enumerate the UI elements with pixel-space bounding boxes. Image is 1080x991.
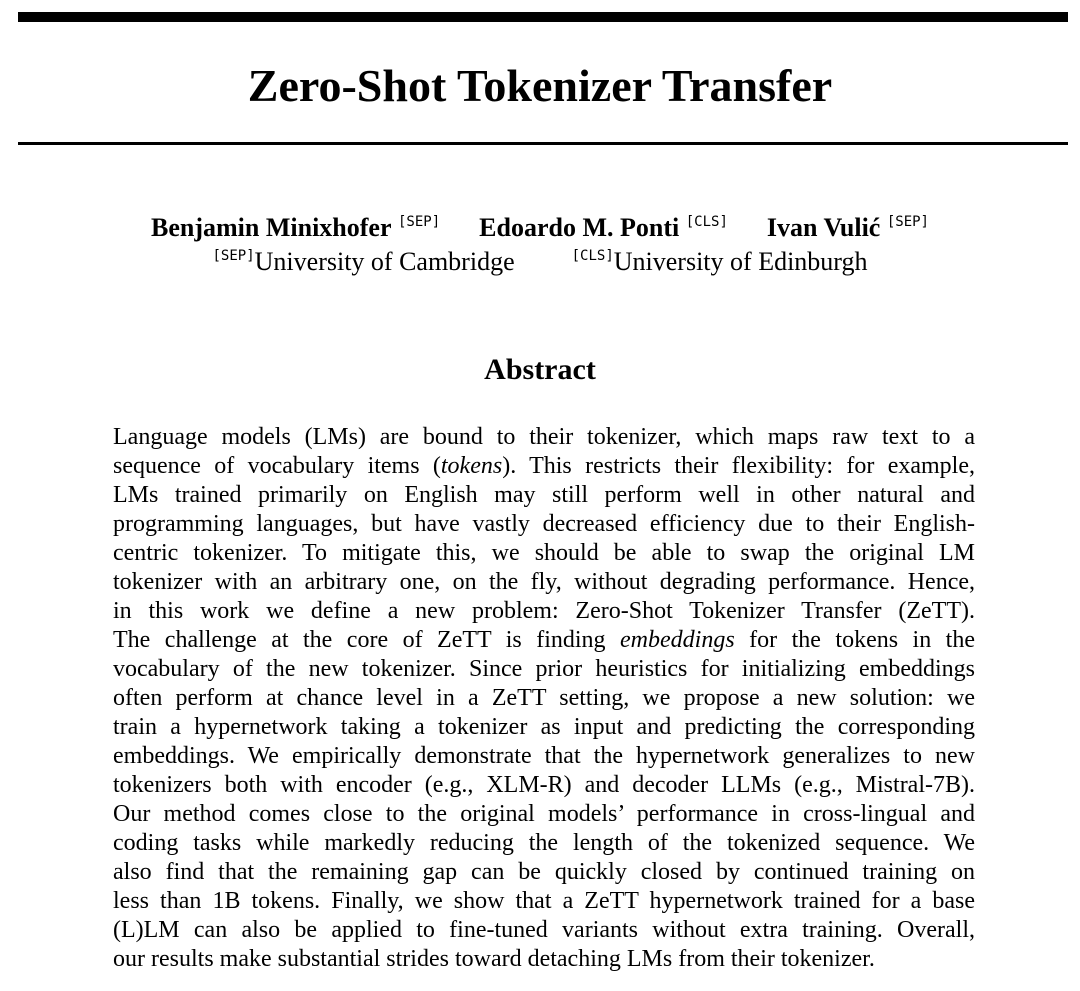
abstract-text: Language models (LMs) are bound to their tokenizer, which maps raw text to a bbox=[113, 424, 975, 450]
affiliation-tag: [CLS] bbox=[571, 248, 614, 264]
abstract-emphasis: embeddings bbox=[620, 627, 735, 653]
abstract-line bbox=[113, 945, 975, 974]
abstract-text: our results make substantial strides toward detaching LMs from their tokenizer. bbox=[113, 946, 875, 972]
abstract-text: often perform at chance level in a ZeTT setting, we propose a new solution: we bbox=[113, 685, 975, 711]
abstract-text: centric tokenizer. To mitigate this, we should be able to swap the original LM bbox=[113, 540, 975, 566]
abstract-text: train a hypernetwork taking a tokenizer as input and predicting the corresponding bbox=[113, 714, 975, 740]
affiliation-list bbox=[0, 246, 1080, 278]
abstract-line bbox=[113, 452, 975, 481]
abstract-text: ). This restricts their flexibility: for example, bbox=[502, 453, 975, 479]
abstract-line bbox=[113, 887, 975, 916]
abstract-heading: Abstract bbox=[484, 353, 596, 386]
abstract-body bbox=[113, 423, 975, 974]
abstract-text: less than 1B tokens. Finally, we show that a ZeTT hypernetwork trained for a base bbox=[113, 888, 975, 914]
title-bottom-rule bbox=[18, 142, 1068, 145]
abstract-line bbox=[113, 858, 975, 887]
abstract-text: vocabulary of the new tokenizer. Since prior heuristics for initializing embeddings bbox=[113, 656, 975, 682]
author-list bbox=[0, 212, 1080, 244]
abstract-line bbox=[113, 800, 975, 829]
abstract-emphasis: tokens bbox=[440, 453, 503, 479]
author-name: Edoardo M. Ponti bbox=[479, 213, 680, 242]
paper-title: Zero-Shot Tokenizer Transfer bbox=[247, 60, 833, 111]
abstract-text: (L)LM can also be applied to fine-tuned variants without extra training. Overall, bbox=[113, 917, 975, 943]
author-affiliation-tag: [SEP] bbox=[886, 214, 929, 230]
abstract-text: programming languages, but have vastly decreased efficiency due to their English- bbox=[113, 511, 975, 537]
abstract-text: coding tasks while markedly reducing the length of the tokenized sequence. We bbox=[113, 830, 975, 856]
abstract-line bbox=[113, 771, 975, 800]
abstract-text: for the tokens in the bbox=[734, 627, 976, 653]
author-affiliation-tag: [CLS] bbox=[685, 214, 728, 230]
abstract-text: also find that the remaining gap can be quickly closed by continued training on bbox=[113, 859, 975, 885]
abstract-line bbox=[113, 510, 975, 539]
abstract-line bbox=[113, 626, 975, 655]
abstract-line bbox=[113, 742, 975, 771]
abstract-line bbox=[113, 481, 975, 510]
abstract-line bbox=[113, 539, 975, 568]
abstract-line bbox=[113, 916, 975, 945]
abstract-text: sequence of vocabulary items ( bbox=[113, 453, 441, 479]
abstract-line bbox=[113, 655, 975, 684]
author-name: Benjamin Minixhofer bbox=[151, 213, 392, 242]
abstract-line bbox=[113, 597, 975, 626]
abstract-line bbox=[113, 568, 975, 597]
author-affiliation-tag: [SEP] bbox=[398, 214, 441, 230]
abstract-text: tokenizer with an arbitrary one, on the fly, without degrading performance. Hence, bbox=[113, 569, 975, 595]
abstract-line bbox=[113, 423, 975, 452]
abstract-text: Our method comes close to the original models’ performance in cross-lingual and bbox=[113, 801, 975, 827]
abstract-text: The challenge at the core of ZeTT is finding bbox=[113, 627, 621, 653]
title-top-rule bbox=[18, 12, 1068, 22]
abstract-text: embeddings. We empirically demonstrate that the hypernetwork generalizes to new bbox=[113, 743, 975, 769]
abstract-line bbox=[113, 713, 975, 742]
abstract-text: LMs trained primarily on English may still perform well in other natural and bbox=[113, 482, 975, 508]
abstract-line bbox=[113, 684, 975, 713]
abstract-text: in this work we define a new problem: Zero-Shot Tokenizer Transfer (ZeTT). bbox=[113, 598, 975, 624]
abstract-line bbox=[113, 829, 975, 858]
affiliation-name: University of Cambridge bbox=[254, 247, 515, 276]
affiliation-tag: [SEP] bbox=[212, 248, 255, 264]
affiliation-name: University of Edinburgh bbox=[613, 247, 868, 276]
author-name: Ivan Vulić bbox=[766, 213, 881, 242]
abstract-text: tokenizers both with encoder (e.g., XLM-R) and decoder LLMs (e.g., Mistral-7B). bbox=[113, 772, 975, 798]
